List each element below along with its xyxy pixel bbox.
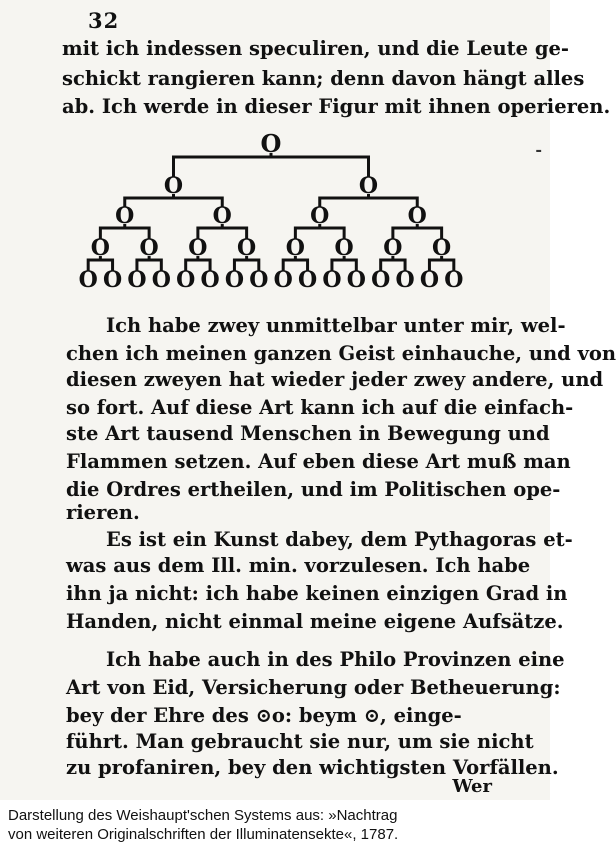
edge-mark: - xyxy=(535,140,542,159)
tree-node-l5-12: O xyxy=(346,267,366,293)
paragraph-2-line-1: Es ist ein Kunst dabey, dem Pythagoras et- xyxy=(106,528,573,551)
tree-node-l5-15: O xyxy=(419,267,440,293)
tree-node-l4-5: O xyxy=(285,235,305,261)
figure-caption xyxy=(8,806,548,844)
tree-node-l5-7: O xyxy=(224,267,245,293)
tree-node-l3-2: O xyxy=(212,203,232,229)
paragraph-1-line-2: chen ich meinen ganzen Geist einhauche, und von xyxy=(66,342,616,365)
tree-node-l5-4: O xyxy=(151,267,171,293)
tree-node-l3-1: O xyxy=(115,203,135,229)
tree-node-l5-5: O xyxy=(176,267,196,293)
tree-node-l5-9: O xyxy=(273,267,293,293)
tree-node-l1-1: O xyxy=(260,129,282,158)
tree-node-l5-13: O xyxy=(371,267,391,293)
paragraph-2-line-4: Handen, nicht einmal meine eigene Aufsätze. xyxy=(66,610,564,633)
paragraph-1-line-5: ste Art tausend Menschen in Bewegung und xyxy=(66,422,550,445)
paragraph-1-line-6: Flammen setzen. Auf eben diese Art muß man xyxy=(66,450,571,473)
tree-node-l4-4: O xyxy=(237,235,257,261)
intro-line-1: mit ich indessen speculiren, und die Leute ge- xyxy=(62,37,570,60)
paragraph-1-line-8: rieren. xyxy=(66,501,140,524)
tree-node-l5-11: O xyxy=(322,267,342,293)
tree-node-l4-6: O xyxy=(334,235,354,261)
tree-node-l4-8: O xyxy=(432,235,452,261)
caption-line-1: Darstellung des Weishaupt'schen Systems aus: »Nachtrag xyxy=(8,807,398,824)
paragraph-3-line-1: Ich habe auch in des Philo Provinzen eine xyxy=(106,648,565,671)
page-number: 32 xyxy=(88,8,120,33)
catchword: Wer xyxy=(452,776,492,797)
tree-node-l4-7: O xyxy=(383,235,403,261)
tree-node-l4-1: O xyxy=(90,235,110,261)
paragraph-3-line-2: Art von Eid, Versicherung oder Betheuerung: xyxy=(66,676,561,699)
tree-node-l5-3: O xyxy=(127,267,147,293)
tree-node-l4-3: O xyxy=(188,235,208,261)
tree-node-l5-6: O xyxy=(200,267,220,293)
tree-node-l5-2: O xyxy=(102,267,123,293)
tree-node-l5-1: O xyxy=(78,267,98,293)
paragraph-1-line-1: Ich habe zwey unmittelbar unter mir, wel- xyxy=(106,314,566,337)
tree-node-l3-4: O xyxy=(407,203,427,229)
tree-node-l5-8: O xyxy=(249,267,269,293)
paragraph-1-line-3: diesen zweyen hat wieder jeder zwey andere, und xyxy=(66,368,604,391)
paragraph-1-line-7: die Ordres ertheilen, und im Politischen ope- xyxy=(66,478,561,501)
tree-node-l5-10: O xyxy=(297,267,318,293)
intro-line-3: ab. Ich werde in dieser Figur mit ihnen operieren. xyxy=(62,95,611,118)
paragraph-2-line-2: was aus dem Ill. min. vorzulesen. Ich habe xyxy=(66,554,531,577)
tree-node-l5-16: O xyxy=(444,267,464,293)
paragraph-1-line-4: so fort. Auf diese Art kann ich auf die einfach- xyxy=(66,396,574,419)
paragraph-3-line-4: führt. Man gebraucht sie nur, um sie nicht xyxy=(66,730,534,753)
paragraph-2-line-3: ihn ja nicht: ich habe keinen einzigen Grad in xyxy=(66,582,568,605)
tree-node-l3-3: O xyxy=(310,203,330,229)
tree-bracket-l2-1 xyxy=(125,194,223,207)
tree-node-l2-2: O xyxy=(358,173,379,199)
tree-bracket-l2-2 xyxy=(320,194,418,207)
caption-line-2: von weiteren Originalschriften der Illuminatensekte«, 1787. xyxy=(8,826,399,843)
tree-node-l5-14: O xyxy=(395,267,415,293)
paragraph-3-line-5: zu profaniren, bey den wichtigsten Vorfällen. xyxy=(66,756,559,779)
tree-node-l4-2: O xyxy=(139,235,159,261)
tree-node-l2-1: O xyxy=(163,173,184,199)
tree-bracket-l1-1 xyxy=(174,153,369,177)
hierarchy-diagram xyxy=(0,120,550,300)
paragraph-3-line-3: bey der Ehre des ⊙o: beym ⊙, einge- xyxy=(66,704,462,727)
intro-line-2: schickt rangieren kann; denn davon hängt alles xyxy=(62,67,585,90)
